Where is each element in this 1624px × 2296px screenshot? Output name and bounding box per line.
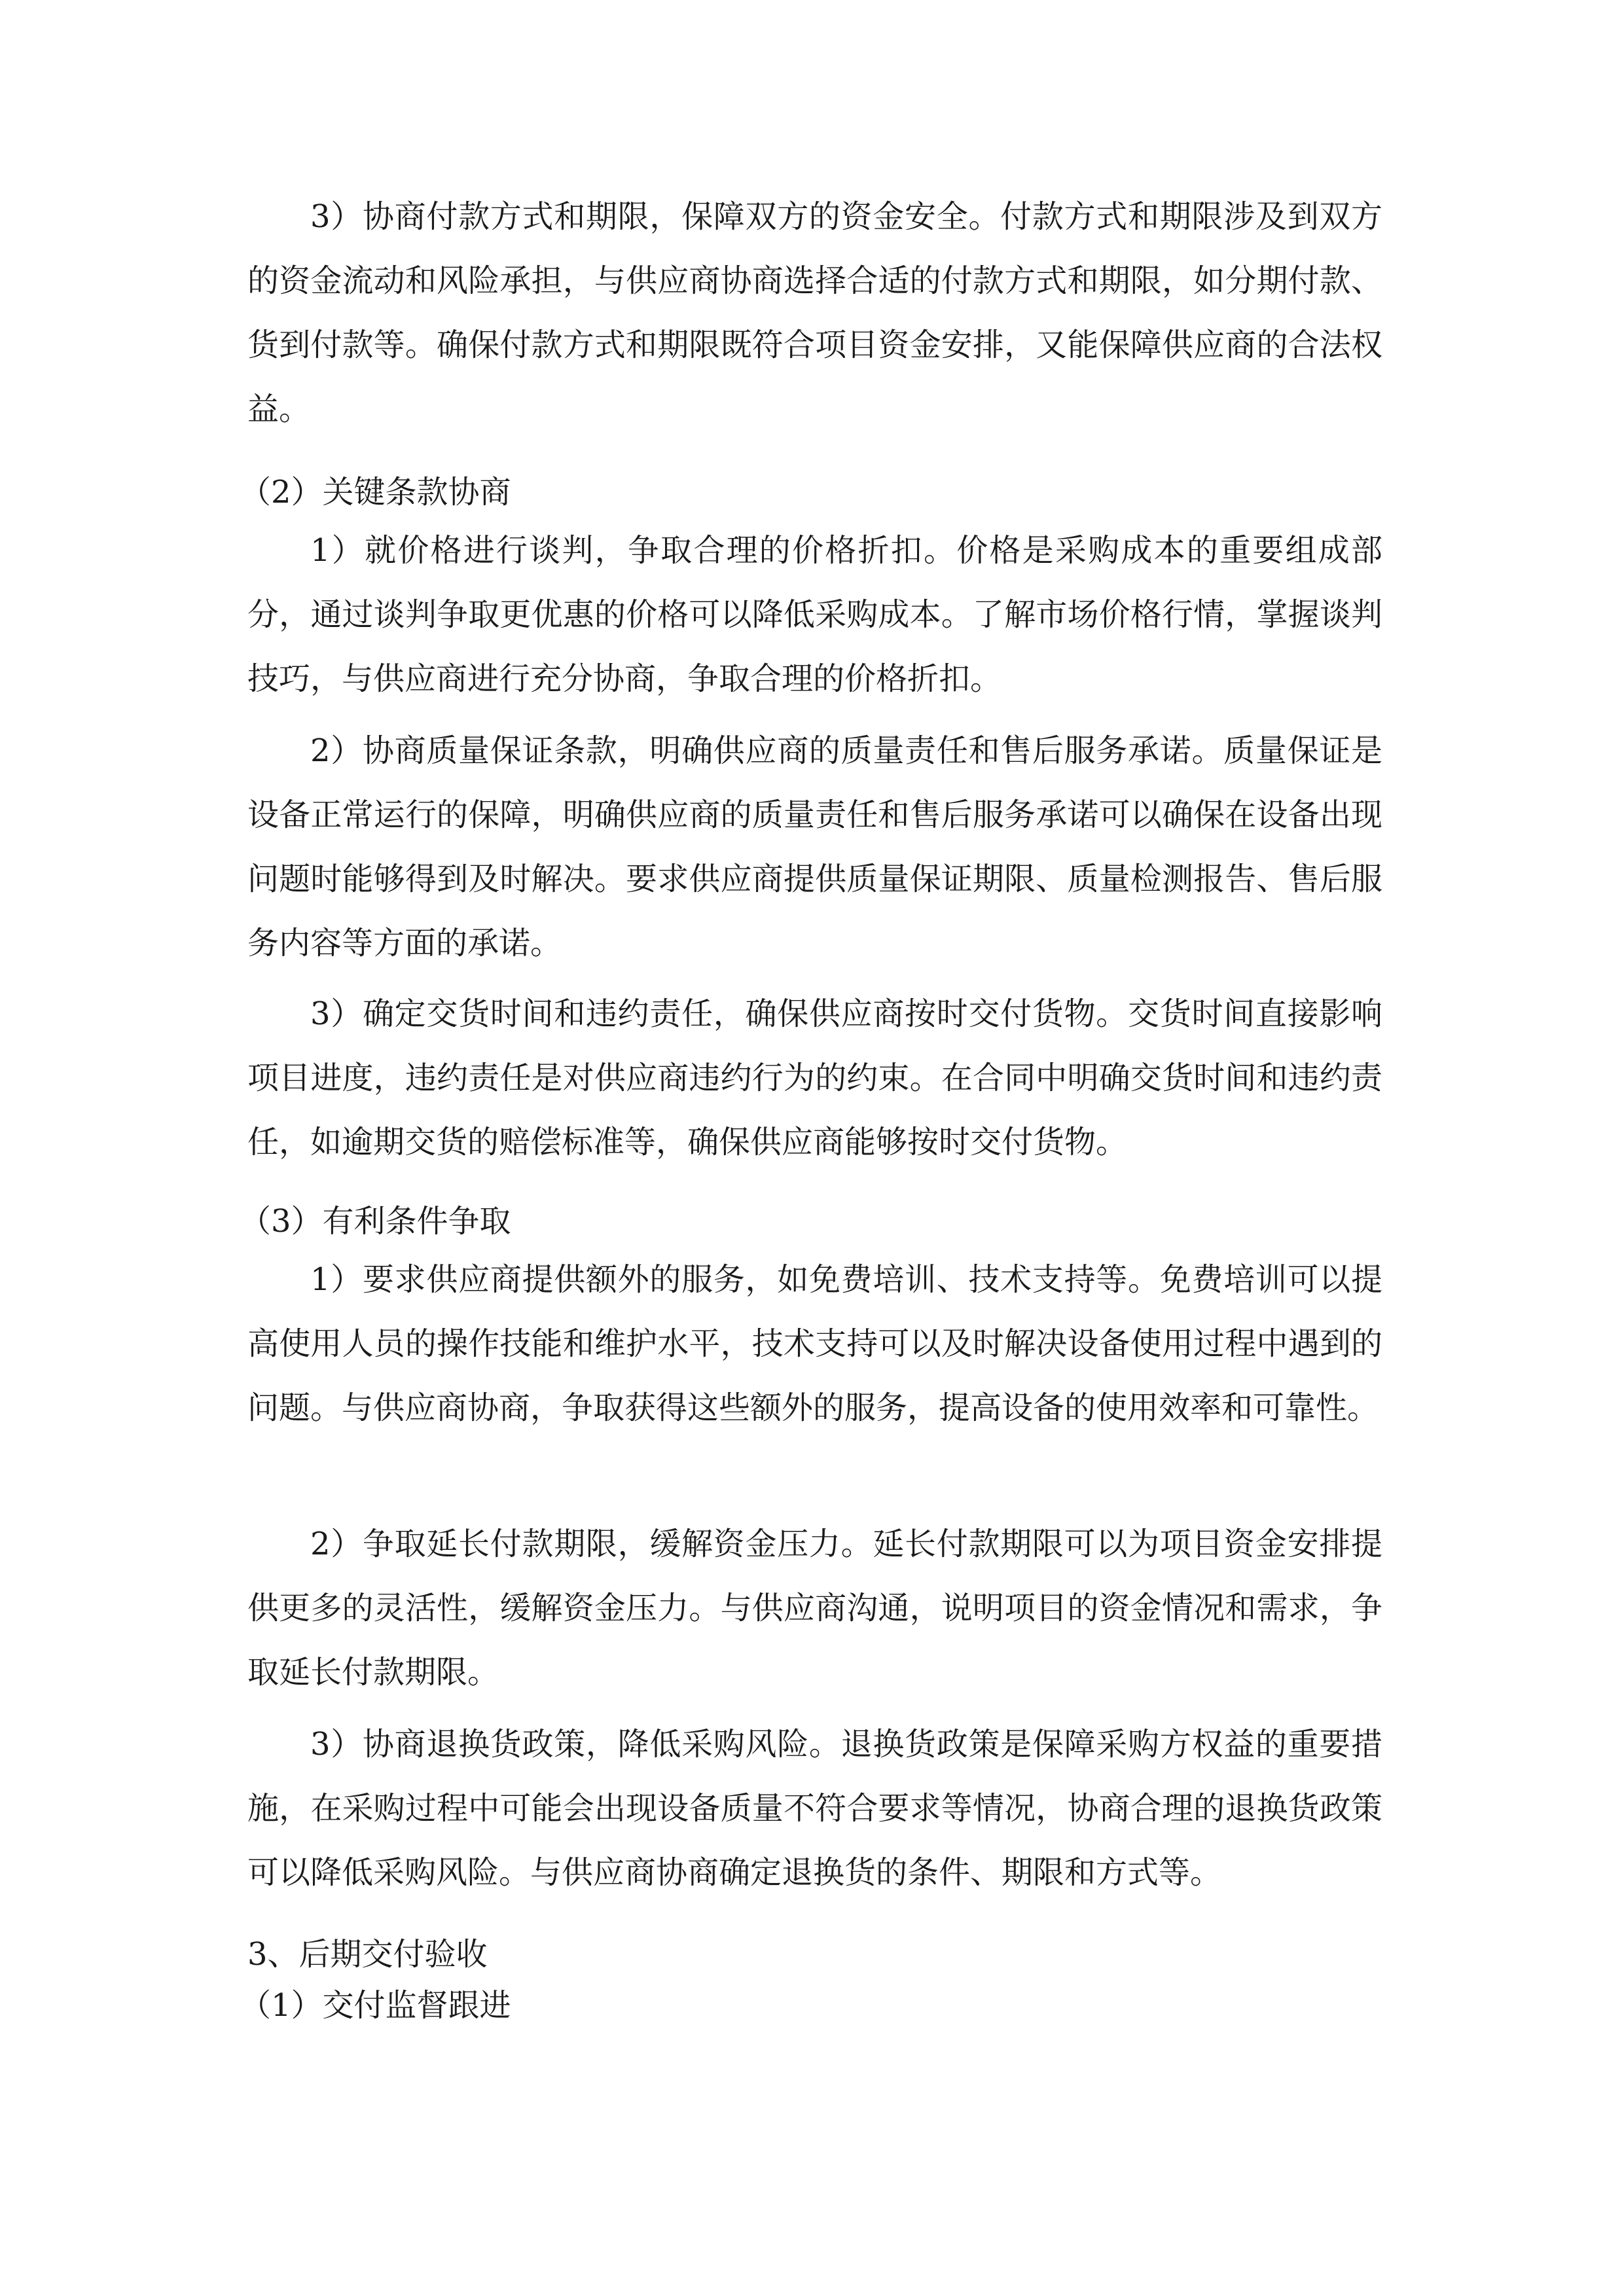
heading-key-terms: （2）关键条款协商 bbox=[240, 474, 511, 511]
paragraph-price-negotiation: 1）就价格进行谈判，争取合理的价格折扣。价格是采购成本的重要组成部分，通过谈判争取更优惠的价格可以降低采购成本。了解市场价格行情，掌握谈判技巧，与供应商进行充分协商，争取合理的价格折扣。 bbox=[247, 532, 1382, 697]
paragraph-delivery-time: 3）确定交货时间和违约责任，确保供应商按时交付货物。交货时间直接影响项目进度，违约责任是对供应商违约行为的约束。在合同中明确交货时间和违约责任，如逾期交货的赔偿标准等，确保供应商能够按时交付货物。 bbox=[247, 996, 1382, 1160]
heading-delivery-acceptance: 3、后期交付验收 bbox=[247, 1936, 488, 1973]
heading-delivery-supervision: （1）交付监督跟进 bbox=[240, 1987, 511, 2024]
paragraph-payment-terms: 3）协商付款方式和期限，保障双方的资金安全。付款方式和期限涉及到双方的资金流动和风险承担，与供应商协商选择合适的付款方式和期限，如分期付款、货到付款等。确保付款方式和期限既符合项目资金安排，又能保障供应商的合法权益。 bbox=[247, 198, 1382, 427]
paragraph-extra-services: 1）要求供应商提供额外的服务，如免费培训、技术支持等。免费培训可以提高使用人员的操作技能和维护水平，技术支持可以及时解决设备使用过程中遇到的问题。与供应商协商，争取获得这些额外的服务，提高设备的使用效率和可靠性。 bbox=[247, 1261, 1382, 1426]
paragraph-quality-assurance: 2）协商质量保证条款，明确供应商的质量责任和售后服务承诺。质量保证是设备正常运行的保障，明确供应商的质量责任和售后服务承诺可以确保在设备出现问题时能够得到及时解决。要求供应商提供质量保证期限、质量检测报告、售后服务内容等方面的承诺。 bbox=[247, 732, 1382, 961]
paragraph-extend-payment: 2）争取延长付款期限，缓解资金压力。延长付款期限可以为项目资金安排提供更多的灵活性，缓解资金压力。与供应商沟通，说明项目的资金情况和需求，争取延长付款期限。 bbox=[247, 1526, 1382, 1691]
heading-favorable-terms: （3）有利条件争取 bbox=[240, 1203, 511, 1240]
paragraph-return-policy: 3）协商退换货政策，降低采购风险。退换货政策是保障采购方权益的重要措施，在采购过程中可能会出现设备质量不符合要求等情况，协商合理的退换货政策可以降低采购风险。与供应商协商确定退换货的条件、期限和方式等。 bbox=[247, 1726, 1382, 1891]
